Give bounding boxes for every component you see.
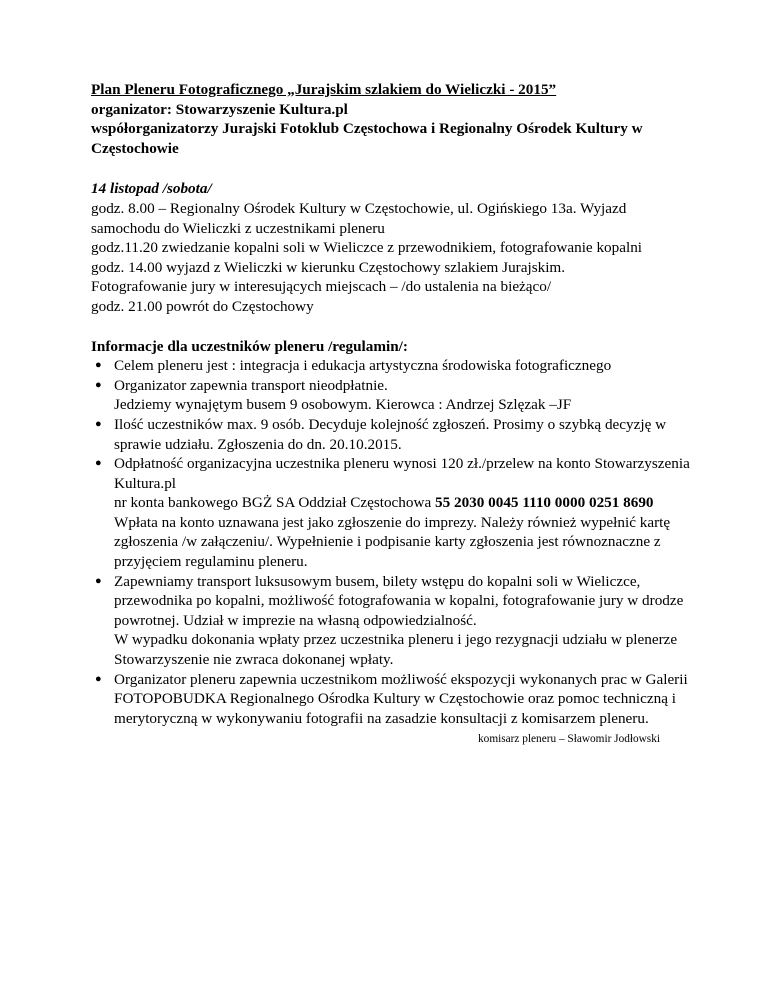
bullet-icon: ●	[95, 672, 102, 685]
rule-text: Wpłata na konto uznawana jest jako zgłoszenie do imprezy. Należy również wypełnić kartę zgłoszenia /w załączeniu/. Wypełnienie i podpisanie karty zgłoszenia jest równoznaczne z przyjęciem regulaminu pleneru.	[114, 513, 671, 571]
rule-text: Organizator zapewnia transport nieodpłatnie.	[114, 376, 388, 394]
rule-text: Odpłatność organizacyjna uczestnika pleneru wynosi 120 zł./przelew na konto Stowarzyszenia Kultura.pl	[114, 455, 690, 492]
schedule-item: godz. 21.00 powrót do Częstochowy	[91, 297, 314, 315]
organizer-line: organizator: Stowarzyszenie Kultura.pl	[91, 100, 348, 118]
rule-text: Zapewniamy transport luksusowym busem, bilety wstępu do kopalni soli w Wieliczce, przewodnika po kopalni, możliwość fotografowania w kopalni, fotografowanie jury w drodze powrotnej. Udział w imprezie na własną odpowiedzialność.	[114, 572, 684, 629]
bullet-icon: ●	[95, 359, 102, 372]
rule-text: Celem pleneru jest : integracja i edukacja artystyczna środowiska fotograficznego	[114, 357, 612, 375]
list-item	[91, 454, 691, 572]
document-header	[91, 80, 691, 158]
rules-heading: Informacje dla uczestników pleneru /regulamin/:	[91, 337, 408, 355]
bullet-icon: ●	[95, 378, 102, 391]
bank-account-number: 55 2030 0045 1110 0000 0251 8690	[434, 494, 654, 512]
schedule-item: godz.11.20 zwiedzanie kopalni soli w Wieliczce z przewodnikiem, fotografowanie kopalni	[91, 239, 643, 257]
rules-list	[91, 356, 691, 728]
document-page	[91, 80, 691, 746]
schedule-item: Fotografowanie jury w interesujących miejscach – /do ustalenia na bieżąco/	[91, 278, 552, 296]
rule-text: Ilość uczestników max. 9 osób. Decyduje kolejność zgłoszeń. Prosimy o szybką decyzję w sprawie udziału. Zgłoszenia do dn. 20.10.2015.	[114, 415, 667, 453]
rule-text: Organizator pleneru zapewnia uczestnikom możliwość ekspozycji wykonanych prac w Galerii FOTOPOBUDKA Regionalnego Ośrodka Kultury w Częstochowie oraz pomoc techniczną i merytoryczną w wykonywaniu fotografii na zasadzie konsultacji z komisarzem pleneru.	[114, 670, 688, 727]
schedule-item: godz. 8.00 – Regionalny Ośrodek Kultury w Częstochowie, ul. Ogińskiego 13a. Wyjazd samochodu do Wieliczki z uczestnikami pleneru	[91, 199, 627, 237]
schedule-item: godz. 14.00 wyjazd z Wieliczki w kierunku Częstochowy szlakiem Jurajskim.	[91, 258, 566, 276]
schedule-date: 14 listopad /sobota/	[91, 180, 212, 198]
co-organizers-line: współorganizatorzy Jurajski Fotoklub Częstochowa i Regionalny Ośrodek Kultury w Częstochowie	[91, 120, 643, 157]
list-item	[91, 670, 691, 729]
document-title: Plan Pleneru Fotograficznego „Jurajskim szlakiem do Wieliczki - 2015”	[91, 81, 557, 98]
list-item	[91, 572, 691, 670]
bullet-icon: ●	[95, 457, 102, 470]
bullet-icon: ●	[95, 417, 102, 430]
rule-text: Jedziemy wynajętym busem 9 osobowym. Kierowca : Andrzej Szlęzak –JF	[114, 396, 572, 414]
bank-account-line	[114, 493, 691, 513]
list-item	[91, 415, 691, 454]
bullet-icon: ●	[95, 574, 102, 587]
schedule-section	[91, 179, 691, 316]
rules-section	[91, 337, 691, 729]
signature: komisarz pleneru – Sławomir Jodłowski	[478, 733, 660, 746]
list-item	[91, 356, 691, 376]
bank-account-label: nr konta bankowego BGŻ SA Oddział Częstochowa	[114, 494, 432, 512]
rule-text: W wypadku dokonania wpłaty przez uczestnika pleneru i jego rezygnacji udziału w plenerze Stowarzyszenie nie zwraca dokonanej wpłaty.	[114, 631, 678, 669]
list-item	[91, 376, 691, 415]
